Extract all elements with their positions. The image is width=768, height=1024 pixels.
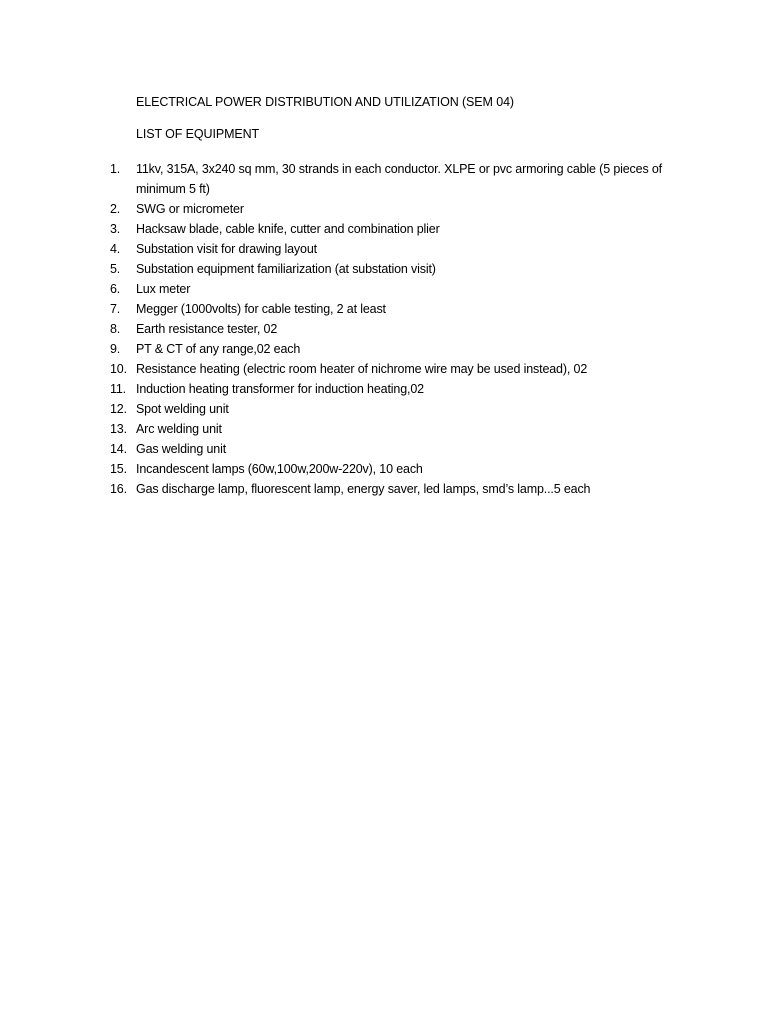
item-number: 4. [110,242,121,256]
list-item [110,199,710,219]
item-number: 3. [110,222,121,236]
item-text: Megger (1000volts) for cable testing, 2 at least [136,302,386,316]
item-number: 1. [110,162,121,176]
list-item [110,339,710,359]
list-item [110,159,710,199]
list-item [110,459,710,479]
list-item [110,479,710,499]
item-number: 13. [110,422,127,436]
list-item [110,219,710,239]
item-number: 6. [110,282,121,296]
item-number: 16. [110,482,127,496]
item-text: SWG or micrometer [136,202,244,216]
list-item [110,299,710,319]
list-item [110,399,710,419]
list-item [110,439,710,459]
item-text: Incandescent lamps (60w,100w,200w-220v), 10 each [136,462,423,476]
list-item [110,239,710,259]
list-item [110,279,710,299]
item-number: 14. [110,442,127,456]
list-item [110,359,710,379]
list-item [110,319,710,339]
item-number: 11. [110,382,126,396]
equipment-list [110,159,710,499]
item-number: 9. [110,342,121,356]
list-item [110,379,710,399]
item-text: Lux meter [136,282,191,296]
item-number: 7. [110,302,121,316]
item-text: Arc welding unit [136,422,222,436]
item-number: 15. [110,462,127,476]
list-item [110,259,710,279]
item-text: Substation visit for drawing layout [136,242,317,256]
item-text: Gas discharge lamp, fluorescent lamp, energy saver, led lamps, smd’s lamp...5 each [136,482,591,496]
document-title: ELECTRICAL POWER DISTRIBUTION AND UTILIZATION (SEM 04) [136,95,514,109]
item-text: PT & CT of any range,02 each [136,342,301,356]
item-text: Earth resistance tester, 02 [136,322,278,336]
item-text: Gas welding unit [136,442,227,456]
item-text: 11kv, 315A, 3x240 sq mm, 30 strands in each conductor. XLPE or pvc armoring cable (5 pieces of minimum 5 ft) [136,162,663,196]
item-number: 2. [110,202,121,216]
item-text: Induction heating transformer for induction heating,02 [136,382,424,396]
item-number: 8. [110,322,121,336]
item-text: Substation equipment familiarization (at substation visit) [136,262,436,276]
item-number: 12. [110,402,127,416]
item-number: 5. [110,262,121,276]
item-text: Hacksaw blade, cable knife, cutter and combination plier [136,222,440,236]
list-item [110,419,710,439]
document-subtitle: LIST OF EQUIPMENT [136,127,260,141]
item-text: Resistance heating (electric room heater of nichrome wire may be used instead), 02 [136,362,588,376]
item-number: 10. [110,362,127,376]
item-text: Spot welding unit [136,402,229,416]
